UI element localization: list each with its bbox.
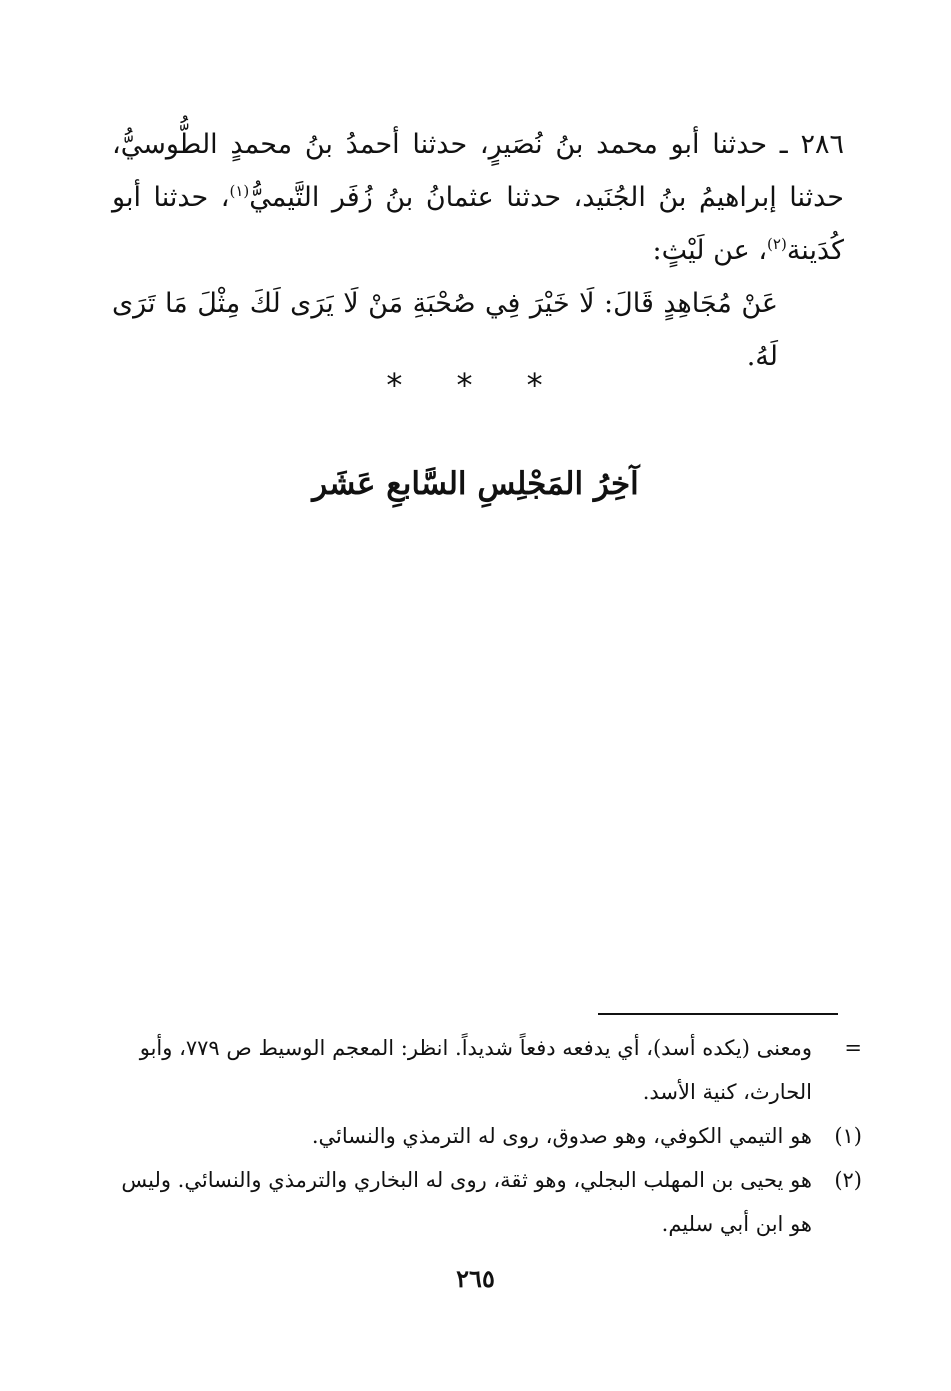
isnad-middle: ، حدثنا أبو كُدَينة bbox=[112, 182, 844, 266]
footnote-marker: = bbox=[844, 1036, 862, 1060]
footnote-1 bbox=[110, 1114, 862, 1158]
section-separator: * * * bbox=[386, 366, 565, 404]
isnad-opening: ٢٨٦ ـ حدثنا أبو محمد بنُ نُصَيرٍ، حدثنا أحمدُ بنُ محمدٍ الطُّوسيُّ، حدثنا إبراهيمُ بنُ الجُنَيد، حدثنا عثمانُ بنُ زُفَر التَّيميُّ bbox=[112, 129, 844, 213]
session-end-heading: آخِرُ المَجْلِسِ السَّابعِ عَشَر bbox=[312, 466, 639, 502]
footnote-2 bbox=[110, 1158, 862, 1246]
footnote-marker: (٢) bbox=[834, 1168, 862, 1192]
hadith-text bbox=[112, 118, 844, 383]
isnad-closing: ، عن لَيْثٍ: bbox=[652, 235, 768, 266]
footnote-text: ومعنى (يكده أسد)، أي يدفعه دفعاً شديداً. انظر: المعجم الوسيط ص ٧٧٩، وأبو الحارث، كنية الأسد. bbox=[139, 1036, 812, 1104]
hadith-isnad bbox=[112, 118, 844, 277]
footnote-divider bbox=[598, 1013, 838, 1015]
page-number: ٢٦٥ bbox=[456, 1264, 495, 1293]
footnote-ref-2[interactable]: (٢) bbox=[767, 235, 787, 253]
footnote-text: هو يحيى بن المهلب البجلي، وهو ثقة، روى له البخاري والترمذي والنسائي. وليس هو ابن أبي سليم. bbox=[121, 1168, 812, 1236]
footnote-continued bbox=[110, 1026, 862, 1114]
footnote-text: هو التيمي الكوفي، وهو صدوق، روى له الترمذي والنسائي. bbox=[311, 1124, 812, 1148]
footnote-marker: (١) bbox=[834, 1124, 862, 1148]
footnotes bbox=[110, 1026, 862, 1246]
footnote-ref-1[interactable]: (١) bbox=[229, 182, 250, 200]
hadith-matn: عَنْ مُجَاهِدٍ قَالَ: لَا خَيْرَ فِي صُحْبَةِ مَنْ لَا يَرَى لَكَ مِثْلَ مَا تَرَى لَهُ. bbox=[112, 288, 778, 372]
